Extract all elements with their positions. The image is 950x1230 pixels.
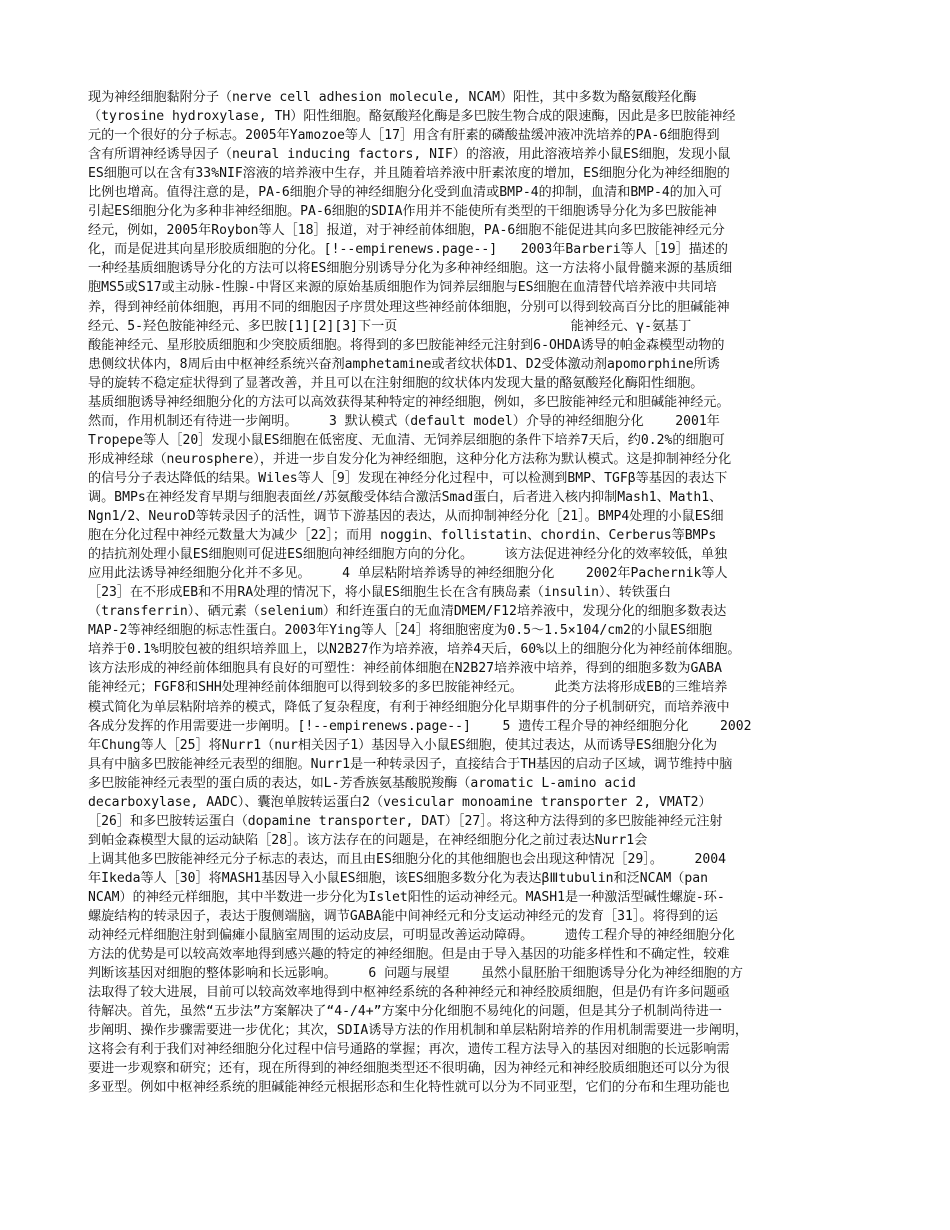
text-line: 应用此法诱导神经细胞分化并不多见。 4 单层粘附培养诱导的神经细胞分化 2002年Pachernik等人 — [88, 566, 728, 582]
text-line: 导的旋转不稳定症状得到了显著改善，并且可以在注射细胞的纹状体内发现大量的酪氨酸羟化酶阳性细胞。 — [88, 375, 704, 391]
text-line: 该方法形成的神经前体细胞具有良好的可塑性：神经前体细胞在N2B27培养液中培养，得到的细胞多数为GABA — [88, 661, 722, 677]
text-line: 模式简化为单层粘附培养的模式，降低了复杂程度，有利于神经细胞分化早期事件的分子机制研究，而培养液中 — [88, 699, 730, 715]
text-line: NCAM）的神经元样细胞，其中半数进一步分化为Islet阳性的运动神经元。MASH1是一种激活型碱性螺旋-环- — [88, 889, 725, 905]
text-line: decarboxylase, AADC）、囊泡单胺转运蛋白2（vesicular monoamine transporter 2, VMAT2） — [88, 794, 712, 810]
text-line: Tropepe等人［20］发现小鼠ES细胞在低密度、无血清、无饲养层细胞的条件下培养7天后，约0.2%的细胞可 — [88, 432, 725, 448]
text-line: 胞在分化过程中神经元数量大为减少［22］；而用 noggin、follistatin、chordin、Cerberus等BMPs — [88, 528, 717, 544]
document-page — [88, 88, 861, 1148]
text-line: 年Ikeda等人［30］将MASH1基因导入小鼠ES细胞，该ES细胞多数分化为表达βⅢtubulin和泛NCAM（pan — [88, 870, 709, 886]
text-line: 经元，例如，2005年Roybon等人［18］报道，对于神经前体细胞，PA-6细胞不能促进其向多巴胺能神经元分 — [88, 223, 725, 239]
text-line: 引起ES细胞分化为多种非神经细胞。PA-6细胞的SDIA作用并不能使所有类型的干细胞诱导分化为多巴胺能神 — [88, 204, 717, 220]
text-line: 能神经元；FGF8和SHH处理神经前体细胞可以得到较多的多巴胺能神经元。 此类方法将形成EB的三维培养 — [88, 680, 728, 696]
text-line: 胞MS5或S17或主动脉-性腺-中肾区来源的原始基质细胞作为饲养层细胞与ES细胞在血清替代培养液中共同培 — [88, 280, 717, 296]
text-line: 步阐明、操作步骤需要进一步优化；其次，SDIA诱导方法的作用机制和单层粘附培养的作用机制需要进一步阐明， — [88, 1023, 749, 1039]
text-line: 到帕金森模型大鼠的运动缺陷［28］。该方法存在的问题是，在神经细胞分化之前过表达Nurr1会 — [88, 832, 648, 848]
text-line: 酸能神经元、星形胶质细胞和少突胶质细胞。将得到的多巴胺能神经元注射到6-OHDA诱导的帕金森模型动物的 — [88, 337, 725, 353]
text-line: 年Chung等人［25］将Nurr1（nur相关因子1）基因导入小鼠ES细胞，使其过表达，从而诱导ES细胞分化为 — [88, 737, 718, 753]
text-line: ES细胞可以在含有33%NIF溶液的培养液中生存，并且随着培养液中肝素浓度的增加，ES细胞分化为神经细胞的 — [88, 166, 730, 182]
text-line: 待解决。首先，虽然“五步法”方案解决了“4-/4+”方案中分化细胞不易纯化的问题，但是其分子机制尚待进一 — [88, 1004, 722, 1020]
text-line: Ngn1/2、NeuroD等转录因子的活性，调节下游基因的表达，从而抑制神经分化［21］。BMP4处理的小鼠ES细 — [88, 509, 724, 525]
text-line: 然而，作用机制还有待进一步阐明。 3 默认模式（default model）介导的神经细胞分化 2001年 — [88, 413, 720, 429]
text-line: 动神经元样细胞注射到偏瘫小鼠脑室周围的运动皮层，可明显改善运动障碍。 遗传工程介导的神经细胞分化 — [88, 928, 735, 944]
text-line: 患侧纹状体内，8周后由中枢神经系统兴奋剂amphetamine或者纹状体D1、D2受体激动剂apomorphine所诱 — [88, 356, 720, 372]
text-line: ［26］和多巴胺转运蛋白（dopamine transporter, DAT）［27］。将这种方法得到的多巴胺能神经元注射 — [88, 813, 723, 829]
text-line: 的信号分子表达降低的结果。Wiles等人［9］发现在神经分化过程中，可以检测到BMP、TGFβ等基因的表达下 — [88, 470, 728, 486]
text-line: 各成分发挥的作用需要进一步阐明。[!--empirenews.page--] 5 遗传工程介导的神经细胞分化 2002 — [88, 718, 752, 734]
text-line: 要进一步观察和研究；还有，现在所得到的神经细胞类型还不很明确，因为神经元和神经胶质细胞还可以分为很 — [88, 1061, 730, 1077]
text-line: 法取得了较大进展，目前可以较高效率地得到中枢神经系统的各种神经元和神经胶质细胞，但是仍有许多问题亟 — [88, 985, 730, 1001]
text-line: 这将会有利于我们对神经细胞分化过程中信号通路的掌握；再次，遗传工程方法导入的基因对细胞的长远影响需 — [88, 1042, 730, 1058]
text-line: 基质细胞诱导神经细胞分化的方法可以高效获得某种特定的神经细胞，例如，多巴胺能神经元和胆碱能神经元。 — [88, 394, 730, 410]
text-line: 现为神经细胞黏附分子（nerve cell adhesion molecule, NCAM）阳性，其中多数为酪氨酸羟化酶 — [88, 90, 697, 105]
text-line: 形成神经球（neurosphere），并进一步自发分化为神经细胞，这种分化方法称为默认模式。这是抑制神经分化 — [88, 451, 732, 467]
text-line: 元的一个很好的分子标志。2005年Yamozoe等人［17］用含有肝素的磷酸盐缓冲液冲洗培养的PA-6细胞得到 — [88, 128, 720, 144]
text-line: ［23］在不形成EB和不用RA处理的情况下，将小鼠ES细胞生长在含有胰岛素（insulin）、转铁蛋白 — [88, 585, 672, 601]
text-line: 经元、5-羟色胺能神经元、多巴胺[1][2][3]下一页 能神经元、γ-氨基丁 — [88, 318, 692, 334]
text-line: 方法的优势是可以较高效率地得到感兴趣的特定的神经细胞。但是由于导入基因的功能多样性和不确定性，较难 — [88, 947, 730, 963]
text-line: 化，而是促进其向星形胶质细胞的分化。[!--empirenews.page--] 2003年Barberi等人［19］描述的 — [88, 242, 728, 258]
text-line: 比例也增高。值得注意的是，PA-6细胞介导的神经细胞分化受到血清或BMP-4的抑制，血清和BMP-4的加入可 — [88, 185, 723, 201]
text-line: 调。BMPs在神经发育早期与细胞表面丝/苏氨酸受体结合激活Smad蛋白，后者进入核内抑制Mash1、Math1、 — [88, 489, 723, 505]
text-line: 一种经基质细胞诱导分化的方法可以将ES细胞分别诱导分化为多种神经细胞。这一方法将小鼠骨髓来源的基质细 — [88, 261, 733, 277]
text-line: （tyrosine hydroxylase, TH）阳性细胞。酪氨酸羟化酶是多巴胺生物合成的限速酶，因此是多巴胺能神经 — [88, 109, 736, 125]
text-line: 多亚型。例如中枢神经系统的胆碱能神经元根据形态和生化特性就可以分为不同亚型，它们的分布和生理功能也 — [88, 1080, 730, 1096]
text-line: 多巴胺能神经元表型的蛋白质的表达，如L-芳香族氨基酸脱羧酶（aromatic L-amino acid — [88, 775, 636, 791]
text-line: 判断该基因对细胞的整体影响和长远影响。 6 问题与展望 虽然小鼠胚胎干细胞诱导分化为神经细胞的方 — [88, 966, 743, 982]
text-line: 养，得到神经前体细胞，再用不同的细胞因子序贯处理这些神经前体细胞，分别可以得到较高百分比的胆碱能神 — [88, 299, 730, 315]
text-line: （transferrin）、硒元素（selenium）和纤连蛋白的无血清DMEM/F12培养液中，发现分化的细胞多数表达 — [88, 604, 727, 620]
text-line: 具有中脑多巴胺能神经元表型的细胞。Nurr1是一种转录因子，直接结合于TH基因的启动子区域，调节维持中脑 — [88, 756, 733, 772]
text-line: 螺旋结构的转录因子，表达于腹侧端脑，调节GABA能中间神经元和分支运动神经元的发育［31］。将得到的运 — [88, 909, 718, 925]
text-line: 含有所谓神经诱导因子（neural inducing factors, NIF）的溶液，用此溶液培养小鼠ES细胞，发现小鼠 — [88, 147, 731, 163]
text-line: 的拮抗剂处理小鼠ES细胞则可促进ES细胞向神经细胞方向的分化。 该方法促进神经分化的效率较低，单独 — [88, 547, 728, 563]
text-line: 培养于0.1%明胶包被的组织培养皿上，以N2B27作为培养液，培养4天后，60%以上的细胞分化为神经前体细胞。 — [88, 642, 741, 658]
text-line: 上调其他多巴胺能神经元分子标志的表达，而且由ES细胞分化的其他细胞也会出现这种情况［29］。 2004 — [88, 851, 726, 867]
text-line: MAP-2等神经细胞的标志性蛋白。2003年Ying等人［24］将细胞密度为0.5～1.5×104/cm2的小鼠ES细胞 — [88, 623, 713, 639]
